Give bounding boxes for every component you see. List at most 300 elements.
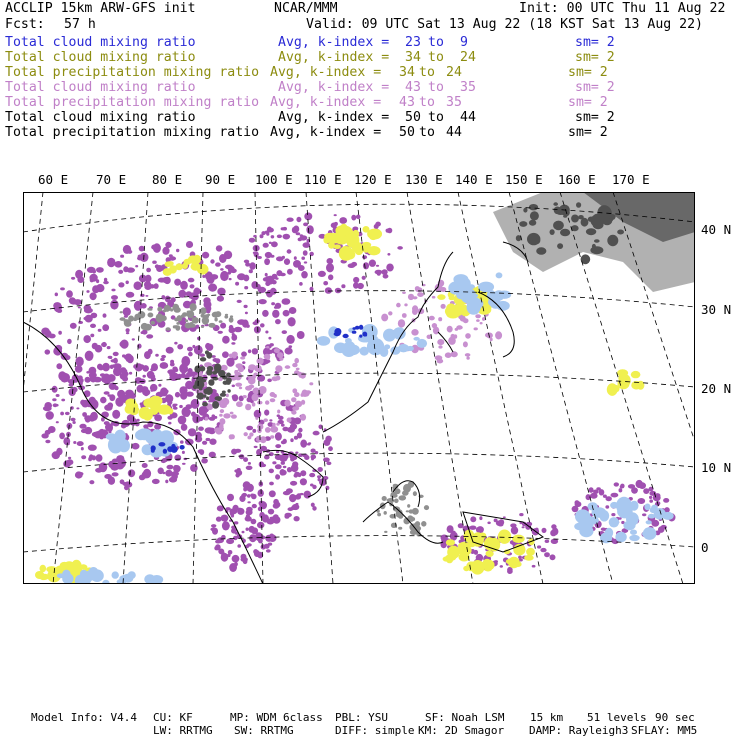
cloud-cell-purple: [269, 242, 272, 244]
cloud-cell-purple: [93, 432, 98, 437]
cloud-cell-purple: [143, 375, 146, 378]
cloud-cell-purple: [86, 290, 89, 293]
cloud-cell-purple: [267, 379, 272, 383]
cloud-cell-purple: [194, 288, 201, 295]
orographic-cloud-gray: [220, 393, 226, 397]
cloud-streak-light-blue: [642, 531, 649, 536]
cloud-cell-purple: [272, 274, 278, 280]
cloud-cell-light-purple: [381, 314, 388, 322]
cloud-cell-purple: [276, 451, 279, 453]
precip-cell-yellow: [336, 236, 348, 244]
cloud-cell-purple: [210, 528, 216, 532]
cloud-cell-purple: [276, 270, 282, 276]
cloud-cell-gray: [586, 228, 596, 235]
cloud-cell-purple: [91, 313, 98, 319]
cloud-cell-purple: [211, 524, 216, 527]
cloud-streak-light-blue: [599, 510, 609, 521]
cloud-cell-purple: [154, 283, 159, 289]
cloud-streak-light-blue: [496, 272, 503, 278]
cloud-cell-purple: [283, 491, 290, 495]
cloud-cell-purple: [266, 290, 273, 298]
cloud-cell-purple: [209, 417, 215, 421]
cloud-cell-purple: [298, 238, 302, 242]
cloud-cell-purple: [257, 522, 264, 529]
legend-sm: sm= 2: [575, 80, 615, 95]
precip-cell-yellow: [526, 548, 535, 556]
cloud-cell-purple: [269, 419, 272, 421]
cloud-cell-purple: [182, 463, 186, 465]
precip-cell-yellow: [512, 535, 525, 543]
cloud-cell-purple: [264, 455, 270, 460]
cloud-cell-light-purple: [451, 334, 455, 339]
cloud-streak-light-blue: [472, 294, 478, 298]
cloud-cell-purple: [71, 418, 76, 421]
cloud-cell-light-purple: [244, 432, 248, 436]
cloud-cell-purple: [219, 254, 227, 263]
cloud-cell-purple: [353, 277, 359, 283]
cloud-cell-purple: [247, 494, 251, 498]
cloud-cell-purple: [176, 249, 179, 252]
cloud-cell-gray: [571, 215, 579, 223]
cloud-cell-light-purple: [285, 365, 291, 369]
cloud-cell-purple: [303, 242, 311, 248]
cloud-cell-purple: [266, 549, 271, 552]
cloud-cell-light-purple: [309, 382, 313, 385]
cloud-cell-purple: [152, 261, 157, 264]
cloud-cell-purple: [232, 394, 238, 401]
cloud-streak-blue: [352, 331, 357, 334]
cloud-cell-purple: [195, 432, 202, 439]
cloud-cell-purple: [44, 402, 52, 409]
cloud-cell-purple: [283, 234, 291, 240]
cloud-streak-blue: [343, 334, 349, 338]
cloud-cell-light-purple: [432, 296, 436, 299]
cloud-cell-light-purple: [441, 304, 446, 309]
cloud-streak-blue: [334, 328, 341, 335]
orographic-cloud-gray: [390, 494, 397, 498]
cloud-cell-purple: [242, 361, 245, 364]
legend-avg: Avg, k-index =: [270, 65, 382, 80]
cloud-cell-purple: [325, 287, 332, 294]
cloud-cell-light-purple: [270, 426, 278, 433]
cloud-cell-purple: [144, 392, 148, 396]
cloud-cell-purple: [271, 241, 278, 247]
cloud-cell-purple: [382, 269, 388, 275]
cloud-cell-purple: [335, 288, 341, 294]
cloud-streak-light-blue: [497, 291, 511, 299]
cloud-cell-purple: [611, 493, 619, 498]
cloud-cell-light-purple: [303, 393, 307, 396]
cloud-cell-gray: [607, 235, 618, 246]
cloud-cell-purple: [187, 347, 193, 352]
cloud-cell-purple: [165, 480, 168, 484]
cloud-cell-purple: [180, 281, 188, 290]
cloud-cell-purple: [104, 404, 112, 410]
cloud-streak-light-blue: [630, 530, 637, 535]
orographic-cloud-gray: [412, 508, 419, 515]
cloud-cell-purple: [294, 417, 301, 424]
cloud-cell-purple: [99, 429, 105, 434]
legend-k-to: 44: [446, 125, 462, 140]
cloud-cell-purple: [281, 441, 286, 445]
cloud-cell-purple: [229, 325, 234, 330]
cloud-cell-purple: [140, 294, 145, 297]
cloud-streak-light-blue: [345, 338, 352, 343]
cloud-cell-purple: [263, 243, 269, 248]
cloud-cell-purple: [246, 466, 253, 470]
cloud-cell-purple: [139, 246, 145, 252]
org-label: NCAR/MMM: [274, 1, 338, 16]
cloud-cell-purple: [269, 482, 274, 486]
cloud-cell-purple: [144, 351, 151, 359]
precip-cell-yellow: [486, 550, 494, 557]
cloud-cell-light-purple: [257, 358, 264, 365]
cloud-cell-purple: [162, 472, 165, 474]
cloud-cell-purple: [160, 358, 165, 361]
cloud-cell-purple: [507, 569, 513, 574]
orographic-cloud-gray: [229, 317, 234, 323]
cloud-cell-purple: [118, 270, 123, 274]
cloud-cell-purple: [257, 375, 265, 382]
cloud-cell-purple: [100, 397, 106, 404]
cloud-cell-purple: [268, 337, 271, 340]
cloud-cell-purple: [496, 521, 501, 526]
cloud-cell-purple: [93, 377, 101, 383]
orographic-cloud-gray: [208, 323, 215, 328]
cloud-cell-purple: [470, 516, 476, 522]
cloud-streak-light-blue: [317, 336, 330, 346]
legend-k-from: 34: [405, 50, 421, 65]
cloud-cell-purple: [339, 217, 347, 224]
cloud-cell-purple: [208, 284, 217, 292]
cloud-cell-purple: [128, 469, 135, 477]
cloud-cell-purple: [275, 432, 282, 440]
cloud-cell-purple: [92, 285, 100, 293]
cloud-cell-purple: [92, 270, 96, 274]
cloud-cell-light-purple: [438, 317, 442, 321]
cloud-cell-light-purple: [238, 366, 244, 372]
cloud-cell-purple: [241, 557, 248, 562]
precip-cell-yellow: [197, 264, 209, 275]
orographic-cloud-gray: [201, 326, 204, 328]
cloud-cell-purple: [280, 470, 287, 476]
precip-cell-yellow: [498, 530, 511, 544]
cloud-cell-purple: [113, 352, 119, 356]
cloud-streak-blue: [364, 334, 367, 337]
cloud-cell-purple: [216, 245, 223, 251]
legend-k-from: 50: [399, 125, 415, 140]
cloud-cell-purple: [102, 363, 110, 372]
orographic-cloud-gray: [136, 315, 142, 319]
cloud-cell-purple: [276, 256, 284, 261]
cloud-cell-light-purple: [466, 357, 469, 360]
cloud-cell-purple: [252, 429, 256, 433]
cloud-cell-purple: [304, 261, 307, 263]
orographic-cloud-gray: [150, 321, 155, 325]
cloud-cell-purple: [151, 244, 159, 250]
precip-cell-yellow: [40, 575, 48, 580]
cloud-cell-purple: [603, 495, 607, 498]
cloud-cell-gray: [530, 211, 539, 220]
orographic-cloud-gray: [190, 303, 197, 311]
orographic-cloud-gray: [406, 510, 409, 512]
model-info-item: SF: Noah LSM: [425, 711, 505, 724]
cloud-cell-gray: [529, 204, 538, 210]
orographic-cloud-gray: [120, 311, 123, 313]
cloud-cell-purple: [122, 354, 126, 357]
cloud-streak-blue: [355, 326, 359, 330]
legend-field: Total cloud mixing ratio: [5, 50, 196, 65]
cloud-cell-light-purple: [437, 359, 444, 364]
cloud-cell-purple: [256, 449, 262, 456]
cloud-cell-light-purple: [273, 394, 277, 398]
cloud-cell-purple: [282, 298, 291, 305]
cloud-cell-purple: [284, 258, 290, 265]
legend-sm: sm= 2: [575, 35, 615, 50]
cloud-cell-purple: [363, 262, 369, 269]
cloud-streak-light-blue: [616, 497, 632, 515]
cloud-cell-purple: [649, 496, 652, 499]
cloud-cell-purple: [203, 297, 210, 304]
cloud-cell-purple: [77, 276, 84, 283]
orographic-cloud-gray: [208, 379, 214, 386]
cloud-cell-purple: [107, 346, 111, 349]
cloud-cell-purple: [334, 214, 337, 216]
cloud-cell-purple: [285, 347, 293, 354]
model-info-item: MP: WDM 6class: [230, 711, 323, 724]
cloud-cell-purple: [301, 257, 305, 260]
precip-cell-yellow: [346, 233, 359, 248]
cloud-cell-purple: [63, 460, 71, 467]
cloud-cell-purple: [285, 513, 292, 518]
cloud-cell-purple: [218, 549, 224, 555]
legend-to: to: [419, 65, 435, 80]
cloud-cell-purple: [152, 479, 160, 484]
cloud-cell-purple: [217, 539, 220, 542]
cloud-cell-purple: [300, 493, 304, 495]
cloud-cell-purple: [75, 365, 83, 373]
precip-cell-yellow: [149, 396, 163, 406]
model-info-item: CU: KF: [153, 711, 193, 724]
cloud-cell-light-purple: [249, 432, 253, 436]
legend-sm: sm= 2: [575, 110, 615, 125]
orographic-cloud-gray: [206, 396, 209, 400]
cloud-cell-purple: [331, 223, 337, 229]
cloud-cell-purple: [270, 255, 274, 258]
cloud-cell-purple: [283, 310, 290, 317]
cloud-cell-purple: [126, 328, 130, 332]
cloud-cell-light-purple: [222, 398, 230, 405]
precip-cell-yellow: [175, 263, 183, 270]
cloud-cell-purple: [145, 295, 148, 297]
cloud-cell-purple: [75, 471, 83, 478]
cloud-cell-purple: [205, 427, 214, 433]
cloud-cell-light-purple: [229, 354, 233, 358]
cloud-cell-light-purple: [230, 412, 234, 415]
cloud-cell-gray: [576, 202, 581, 208]
cloud-cell-purple: [158, 384, 161, 387]
cloud-cell-purple: [96, 454, 103, 462]
cloud-cell-purple: [191, 412, 196, 417]
orographic-cloud-gray: [227, 389, 230, 393]
cloud-cell-purple: [186, 241, 193, 248]
cloud-cell-purple: [89, 480, 94, 484]
cloud-cell-purple: [197, 337, 201, 340]
latitude-tick-label: 40 N: [701, 222, 732, 237]
cloud-cell-light-purple: [252, 394, 259, 402]
cloud-cell-light-purple: [480, 322, 483, 324]
cloud-cell-purple: [65, 412, 70, 415]
orographic-cloud-gray: [120, 317, 126, 321]
cloud-cell-purple: [102, 324, 109, 331]
cloud-cell-purple: [70, 299, 78, 305]
longitude-tick-label: 140 E: [455, 172, 493, 187]
cloud-cell-purple: [298, 265, 305, 271]
cloud-cell-purple: [246, 507, 253, 512]
cloud-cell-purple: [304, 491, 312, 499]
cloud-cell-light-purple: [243, 395, 247, 398]
cloud-streak-light-blue: [629, 535, 639, 541]
cloud-streak-light-blue: [646, 520, 652, 524]
cloud-cell-purple: [45, 430, 51, 435]
cloud-cell-purple: [526, 522, 532, 527]
cloud-cell-purple: [271, 302, 275, 305]
cloud-cell-purple: [155, 354, 159, 357]
cloud-cell-purple: [357, 283, 364, 289]
precip-cell-yellow: [141, 407, 148, 413]
cloud-cell-gray: [550, 229, 555, 235]
cloud-streak-light-blue: [108, 436, 123, 453]
map-panel: [23, 192, 695, 584]
orographic-cloud-gray: [407, 504, 410, 508]
cloud-cell-purple: [292, 227, 298, 234]
cloud-cell-purple: [259, 501, 267, 509]
cloud-cell-light-purple: [474, 327, 478, 330]
cloud-cell-purple: [308, 442, 311, 444]
cloud-cell-purple: [246, 426, 253, 431]
cloud-cell-light-purple: [284, 400, 290, 407]
cloud-cell-purple: [206, 276, 210, 278]
cloud-cell-purple: [196, 325, 200, 329]
cloud-cell-purple: [386, 229, 391, 233]
precip-cell-yellow: [449, 296, 455, 300]
cloud-cell-purple: [231, 449, 237, 455]
longitude-tick-label: 100 E: [255, 172, 293, 187]
cloud-streak-light-blue: [461, 278, 470, 289]
orographic-cloud-gray: [215, 311, 221, 317]
cloud-cell-purple: [142, 365, 149, 372]
cloud-cell-purple: [282, 427, 288, 432]
model-info-item: SW: RRTMG: [234, 724, 294, 737]
cloud-cell-purple: [376, 265, 379, 267]
legend-field: Total cloud mixing ratio: [5, 80, 196, 95]
legend-sm: sm= 2: [568, 95, 608, 110]
cloud-cell-purple: [260, 323, 265, 327]
cloud-cell-purple: [156, 265, 163, 272]
orographic-cloud-gray: [212, 401, 219, 409]
cloud-streak-blue: [359, 335, 362, 338]
cloud-cell-purple: [249, 526, 255, 533]
cloud-cell-purple: [258, 299, 266, 304]
cloud-cell-purple: [269, 490, 276, 497]
cloud-cell-purple: [268, 509, 274, 515]
cloud-cell-light-purple: [415, 287, 422, 292]
longitude-tick-label: 120 E: [354, 172, 392, 187]
cloud-cell-purple: [296, 217, 301, 222]
cloud-cell-purple: [264, 258, 270, 265]
cloud-cell-purple: [100, 436, 104, 439]
cloud-cell-purple: [75, 357, 83, 367]
cloud-cell-purple: [173, 368, 178, 373]
cloud-cell-purple: [229, 563, 237, 572]
cloud-cell-purple: [41, 328, 49, 335]
orographic-cloud-gray: [225, 314, 228, 316]
cloud-cell-gray: [519, 221, 527, 227]
orographic-cloud-gray: [207, 314, 210, 316]
orographic-cloud-gray: [413, 491, 417, 496]
legend-to: to: [428, 35, 444, 50]
cloud-cell-purple: [248, 462, 251, 465]
cloud-cell-purple: [84, 415, 92, 421]
cloud-cell-purple: [390, 265, 394, 270]
cloud-cell-gray: [581, 218, 589, 227]
precip-cell-yellow: [60, 562, 69, 569]
cloud-streak-light-blue: [360, 347, 369, 356]
cloud-cell-purple: [79, 424, 86, 429]
orographic-cloud-gray: [421, 521, 426, 527]
cloud-streak-light-blue: [580, 526, 587, 531]
cloud-cell-purple: [165, 296, 171, 303]
cloud-cell-purple: [601, 528, 606, 531]
precip-cell-yellow: [484, 537, 495, 550]
cloud-cell-purple: [187, 368, 192, 374]
legend-sm: sm= 2: [568, 65, 608, 80]
cloud-cell-light-purple: [463, 341, 468, 347]
orographic-cloud-gray: [207, 366, 213, 371]
cloud-cell-light-purple: [432, 323, 437, 328]
cloud-cell-purple: [341, 284, 345, 288]
precip-cell-yellow: [167, 408, 173, 414]
cloud-cell-purple: [135, 265, 138, 267]
cloud-streak-light-blue: [467, 304, 474, 312]
cloud-cell-purple: [637, 498, 645, 504]
latitude-tick-label: 20 N: [701, 381, 732, 396]
longitude-tick-label: 130 E: [405, 172, 443, 187]
cloud-cell-purple: [215, 262, 221, 266]
cloud-cell-purple: [144, 281, 151, 288]
cloud-cell-purple: [522, 526, 525, 528]
legend-k-from: 43: [405, 80, 421, 95]
cloud-cell-purple: [198, 449, 204, 453]
model-info-item: 51 levels: [587, 711, 647, 724]
cloud-cell-purple: [619, 488, 623, 492]
cloud-cell-purple: [202, 441, 207, 445]
model-info-item: DAMP: Rayleigh3: [529, 724, 629, 737]
orographic-cloud-gray: [214, 318, 217, 322]
cloud-cell-purple: [266, 519, 274, 525]
cloud-cell-purple: [324, 439, 331, 446]
cloud-cell-gray: [594, 239, 600, 243]
cloud-cell-purple: [447, 525, 454, 533]
cloud-cell-light-purple: [245, 404, 251, 411]
cloud-cell-purple: [147, 371, 155, 379]
orographic-cloud-gray: [149, 308, 152, 311]
cloud-cell-purple: [243, 457, 248, 462]
cloud-cell-light-purple: [294, 392, 300, 397]
cloud-cell-purple: [120, 479, 125, 484]
legend-field: Total cloud mixing ratio: [5, 35, 196, 50]
cloud-cell-purple: [88, 445, 97, 451]
